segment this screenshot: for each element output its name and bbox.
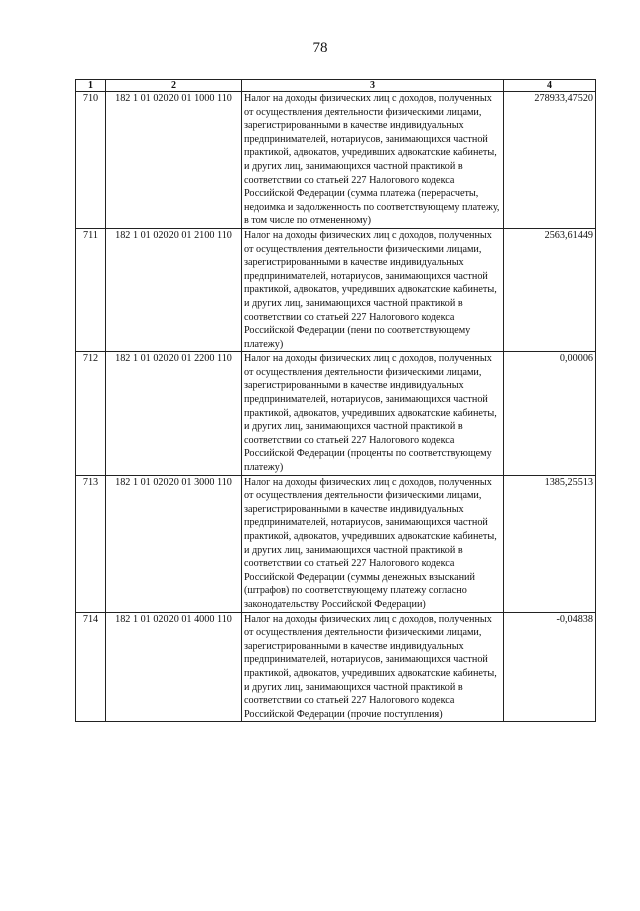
revenue-name: Налог на доходы физических лиц с доходов, полученных от осуществления деятельности физическими лицами, зарегистрированными в качестве индивидуальных предпринимателей, нотариусов, занимающихся частной практикой, адвокатов, учредивших адвокатские кабинеты, и других лиц, занимающихся частной практикой в соответствии со статьей 227 Налогового кодекса Российской Федерации (прочие поступления) bbox=[242, 612, 504, 722]
table-header-row bbox=[76, 80, 596, 92]
revenue-name: Налог на доходы физических лиц с доходов, полученных от осуществления деятельности физическими лицами, зарегистрированными в качестве индивидуальных предпринимателей, нотариусов, занимающихся частной практикой, адвокатов, учредивших адвокатские кабинеты, и других лиц, занимающихся частной практикой в соответствии со статьей 227 Налогового кодекса Российской Федерации (сумма платежа (перерасчеты, недоимка и задолженность по соответствующему платежу, в том числе по отмененному) bbox=[242, 92, 504, 229]
page-number: 78 bbox=[312, 40, 328, 56]
revenue-amount: -0,04838 bbox=[504, 612, 596, 722]
header-col-3: 3 bbox=[242, 80, 504, 92]
header-col-2: 2 bbox=[106, 80, 242, 92]
revenue-amount: 0,00006 bbox=[504, 352, 596, 475]
table-row bbox=[76, 475, 596, 612]
row-number: 714 bbox=[76, 612, 106, 722]
revenue-amount: 1385,25513 bbox=[504, 475, 596, 612]
revenue-amount: 278933,47520 bbox=[504, 92, 596, 229]
revenue-name: Налог на доходы физических лиц с доходов, полученных от осуществления деятельности физическими лицами, зарегистрированными в качестве индивидуальных предпринимателей, нотариусов, занимающихся частной практикой, адвокатов, учредивших адвокатские кабинеты, и других лиц, занимающихся частной практикой в соответствии со статьей 227 Налогового кодекса Российской Федерации (суммы денежных взысканий (штрафов) по соответствующему платежу согласно законодательству Российской Федерации) bbox=[242, 475, 504, 612]
header-col-1: 1 bbox=[76, 80, 106, 92]
revenue-name: Налог на доходы физических лиц с доходов, полученных от осуществления деятельности физическими лицами, зарегистрированными в качестве индивидуальных предпринимателей, нотариусов, занимающихся частной практикой, адвокатов, учредивших адвокатские кабинеты, и других лиц, занимающихся частной практикой в соответствии со статьей 227 Налогового кодекса Российской Федерации (пени по соответствующему платежу) bbox=[242, 228, 504, 351]
table-row bbox=[76, 228, 596, 351]
revenue-amount: 2563,61449 bbox=[504, 228, 596, 351]
revenue-code: 182 1 01 02020 01 2100 110 bbox=[106, 228, 242, 351]
row-number: 712 bbox=[76, 352, 106, 475]
table-row bbox=[76, 612, 596, 722]
table-row bbox=[76, 92, 596, 229]
revenue-code: 182 1 01 02020 01 4000 110 bbox=[106, 612, 242, 722]
row-number: 710 bbox=[76, 92, 106, 229]
revenue-code: 182 1 01 02020 01 3000 110 bbox=[106, 475, 242, 612]
table-row bbox=[76, 352, 596, 475]
budget-revenue-table bbox=[75, 79, 596, 722]
revenue-name: Налог на доходы физических лиц с доходов, полученных от осуществления деятельности физическими лицами, зарегистрированными в качестве индивидуальных предпринимателей, нотариусов, занимающихся частной практикой, адвокатов, учредивших адвокатские кабинеты, и других лиц, занимающихся частной практикой в соответствии со статьей 227 Налогового кодекса Российской Федерации (проценты по соответствующему платежу) bbox=[242, 352, 504, 475]
header-col-4: 4 bbox=[504, 80, 596, 92]
revenue-code: 182 1 01 02020 01 2200 110 bbox=[106, 352, 242, 475]
row-number: 711 bbox=[76, 228, 106, 351]
row-number: 713 bbox=[76, 475, 106, 612]
revenue-code: 182 1 01 02020 01 1000 110 bbox=[106, 92, 242, 229]
